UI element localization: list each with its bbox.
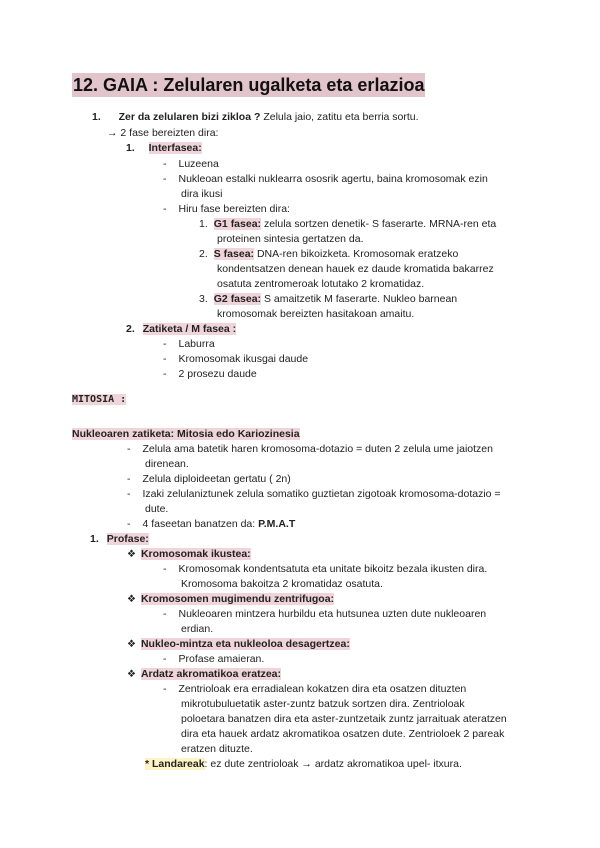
mitosia-heading: MITOSIA : [72,394,127,405]
profase-heading: 1. Profase: [90,533,149,545]
g2-line: 3. G2 fasea: S amaitzetik M faserarte. Nukleo barnean [199,293,458,305]
nukleo-item-4: - 4 faseetan banatzen da: P.M.A.T [127,518,296,530]
zatiketa-item-2: - Kromosomak ikusgai daude [163,353,309,365]
profase-section-4-heading: ❖ Ardatz akromatikoa eratzea: [127,668,282,680]
zatiketa-item-3: - 2 prosezu daude [163,368,257,380]
nukleo-item-1-cont: direnean. [145,458,189,470]
interfasea-label: Interfasea: [148,142,202,154]
nukleo-item-1: - Zelula ama batetik haren kromosoma-dotazio = duten 2 zelula ume jaiotzen [127,443,493,455]
profase-section-2-line-2: erdian. [181,623,214,635]
profase-section-2-line-1: - Nukleoaren mintzera hurbildu eta hutsunea uzten dute nukleoaren [163,608,487,620]
landareak-note [145,757,462,772]
interfasea-item-2-cont: dira ikusi [181,188,223,200]
q1-answer: Zelula jaio, zatitu eta berria sortu. [260,111,419,123]
g2-label: G2 fasea: [213,293,262,305]
g2-line-2: kromosomak bereizten hasitakoan amaitu. [217,308,415,320]
diamond-bullet-icon: ❖ [127,594,136,605]
landareak-text: : ez dute zentrioloak → ardatz akromatikoa upel- itxura. [204,758,462,770]
diamond-bullet-icon: ❖ [127,639,136,650]
diamond-bullet-icon: ❖ [127,669,136,680]
nukleo-item-3-cont: dute. [145,503,169,515]
profase-section-2-heading: ❖ Kromosomen mugimendu zentrifugoa: [127,593,335,605]
profase-section-1-heading: ❖ Kromosomak ikustea: [127,548,251,560]
page-title: 12. GAIA : Zelularen ugalketa eta erlazioa [73,75,425,95]
q1-line [92,110,419,125]
g1-line-2: proteinen sintesia gertatzen da. [217,233,364,245]
phases-intro: → 2 fase bereizten dira: [107,127,219,139]
nukleo-heading: Nukleoaren zatiketa: Mitosia edo Kariozinesia [72,428,300,440]
landareak-label: * Landareak [145,758,205,770]
zatiketa-heading: 2. Zatiketa / M fasea : [126,323,237,335]
nukleo-item-2: - Zelula diploideetan gertatu ( 2n) [127,473,291,485]
profase-section-4-line-3: poloetara banatzen dira eta aster-zuntzetaik zuntz jarraituak ateratzen [181,713,507,725]
s-label: S fasea: [213,248,255,260]
profase-section-1-line-1: - Kromosomak kondentsatuta eta unitate bikoitz bezala ikusten dira. [163,563,488,575]
interfasea-item-1: - Luzeena [163,158,219,170]
profase-section-1-line-2: Kromosoma bakoitza 2 kromatidaz osatuta. [181,578,383,590]
interfasea-number: 1. [126,142,135,154]
profase-label: Profase: [106,533,149,545]
profase-section-4-line-5: eratzen dituzte. [181,743,253,755]
s-line-3: osatuta zentromeroak lotutako 2 kromatidaz. [217,278,425,290]
q1-question: Zer da zelularen bizi zikloa ? [118,111,261,123]
q1-number: 1. [92,111,101,123]
g1-line: 1. G1 fasea: zelula sortzen denetik- S faserarte. MRNA-ren eta [199,218,497,230]
interfasea-item-3: - Hiru fase bereizten dira: [163,203,290,215]
profase-section-4-line-1: - Zentrioloak era erradialean kokatzen dira eta osatzen dituzten [163,683,467,695]
profase-section-4-line-4: dira eta hauek ardatz akromatikoa osatzen dute. Zentrioloek 2 pareak [181,728,505,740]
s-line: 2. S fasea: DNA-ren bikoizketa. Kromosomak eratzeko [199,248,459,260]
profase-section-3-line-1: - Profase amaieran. [163,653,265,665]
s-line-2: kondentsatzen denean hauek ez daude kromatida bakarrez [217,263,494,275]
diamond-bullet-icon: ❖ [127,549,136,560]
interfasea-heading [126,141,202,156]
profase-section-4-line-2: mikrotubuluetatik aster-zuntz batzuk sortzen dira. Zentrioloak [181,698,465,710]
profase-section-3-heading: ❖ Nukleo-mintza eta nukleoloa desagertzea: [127,638,350,650]
g1-label: G1 fasea: [213,218,262,230]
zatiketa-label: Zatiketa / M fasea : [142,323,237,335]
nukleo-item-3: - Izaki zelulaniztunek zelula somatiko guztietan zigotoak kromosoma-dotazio = [127,488,501,500]
pmat: P.M.A.T [258,518,296,530]
interfasea-item-2: - Nukleoan estalki nuklearra ososrik agertu, baina kromosomak ezin [163,173,488,185]
zatiketa-item-1: - Laburra [163,338,215,350]
